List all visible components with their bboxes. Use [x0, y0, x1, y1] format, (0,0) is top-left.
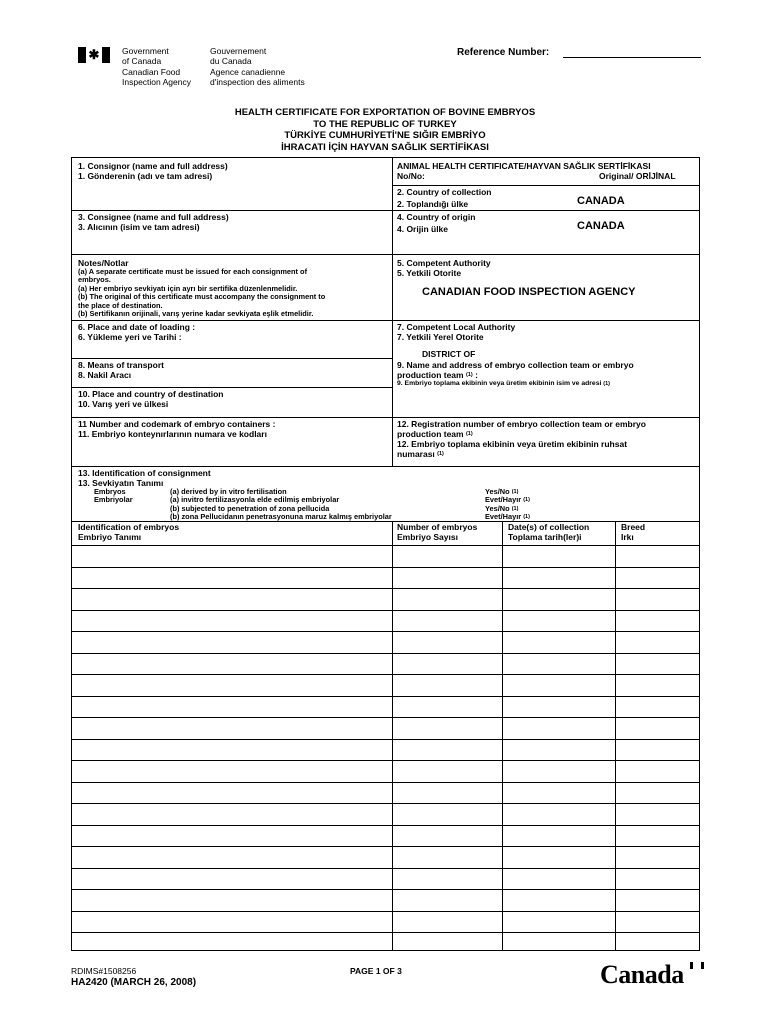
field-7-label: 7. Competent Local Authority 7. Yetkili Yerel Otorite [397, 322, 516, 342]
embryo-items: (a) derived by in vitro fertilisation (a) invitro fertilizasyonla elde edilmiş embriyolar (b) subjected to penetration of zona pellucida (b) zona Pellucidanın penetrasyonuna maruz kalmış embriyolar [170, 487, 392, 522]
table-row[interactable] [72, 911, 699, 912]
gov-name-fr: Gouvernement du Canada [210, 46, 267, 66]
notes-text: (a) A separate certificate must be issued for each consignment of embryos. (a) Her embriyo sevkiyatı için ayrı bir sertifika düzenlenmelidir. (b) The original of this certificate must accompany the consignment to the place of destination. (b) Sertifikanın orijinali, varış yerine kadar sevkiyata eşlik etmelidir. [78, 267, 326, 319]
table-row[interactable] [72, 825, 699, 826]
district-label: DISTRICT OF [422, 349, 476, 359]
th-number: Number of embryos Embriyo Sayısı [397, 522, 478, 542]
table-row[interactable] [72, 653, 699, 654]
gov-name-en: Government of Canada [122, 46, 169, 66]
loading-place-date-field[interactable] [72, 342, 392, 358]
table-row[interactable] [72, 782, 699, 783]
page-number: PAGE 1 OF 3 [350, 966, 402, 976]
competent-authority-value: CANADIAN FOOD INSPECTION AGENCY [422, 286, 636, 298]
original-label: Original/ ORİJİNAL [599, 171, 676, 181]
yes-no-options[interactable]: Yes/No $^{(1)}$ Evet/Hayır $^{(1)}$ Yes/No $^{(1)}$ Evet/Hayır $^{(1)}$ [485, 487, 530, 522]
canada-flag-icon [78, 47, 110, 63]
reference-number-field[interactable] [563, 57, 701, 58]
field-6-label: 6. Place and date of loading : 6. Yükleme yeri ve Tarihi : [78, 322, 196, 342]
field-1-label: 1. Consignor (name and full address) 1. Gönderenin (adı ve tam adresi) [78, 161, 228, 181]
field-3-label: 3. Consignee (name and full address) 3. Alıcının (isim ve tam adresi) [78, 212, 229, 232]
table-row[interactable] [72, 567, 699, 568]
table-row[interactable] [72, 631, 699, 632]
table-row[interactable] [72, 545, 699, 546]
canada-wordmark: Canada [600, 960, 684, 989]
certificate-form [71, 157, 700, 951]
consignee-field[interactable] [72, 233, 392, 254]
table-row[interactable] [72, 889, 699, 890]
form-number: HA2420 (MARCH 26, 2008) [71, 977, 197, 988]
table-row[interactable] [72, 610, 699, 611]
table-row[interactable] [72, 739, 699, 740]
field-9-turkish: 9. Embriyo toplama ekibinin veya üretim ekibinin isim ve adresi $^{(1)}$ [397, 380, 610, 387]
field-9-label: 9. Name and address of embryo collection team or embryo production team $^{(1)}$ : [397, 360, 634, 380]
table-row[interactable] [72, 588, 699, 589]
cert-no-label: No/No: [397, 171, 425, 181]
consignor-field[interactable] [72, 182, 392, 210]
field-8-label: 8. Means of transport 8. Nakil Aracı [78, 360, 164, 380]
table-row[interactable] [72, 846, 699, 847]
country-of-collection-value: CANADA [577, 195, 625, 207]
notes-heading: Notes/Notlar [78, 258, 129, 268]
field-11-label: 11 Number and codemark of embryo containers : 11. Embriyo konteynırlarının numara ve kodları [78, 419, 276, 439]
field-12-label: 12. Registration number of embryo collection team or embryo production team $^{(1)}$ 12. Embriyo toplama ekibinin veya üretim ekibinin ruhsat numarası $^{(1)}$ [397, 419, 646, 459]
embryos-label: Embryos Embriyolar [94, 487, 133, 505]
maple-leaf-icon: ✱ [88, 47, 100, 62]
table-row[interactable] [72, 868, 699, 869]
table-row[interactable] [72, 760, 699, 761]
agency-name-fr: Agence canadienne d'inspection des aliments [210, 67, 305, 87]
reference-number-label: Reference Number: [457, 47, 550, 58]
th-dates: Date(s) of collection Toplama tarih(ler)i [508, 522, 590, 542]
wordmark-flag-icon [690, 962, 704, 969]
country-of-origin-value: CANADA [577, 220, 625, 232]
field-13-label: 13. Identification of consignment 13. Sevkiyatın Tanımı [78, 468, 211, 488]
table-row[interactable] [72, 803, 699, 804]
rdims-number: RDIMS#1508256 [71, 966, 137, 976]
table-row[interactable] [72, 674, 699, 675]
cert-heading: ANIMAL HEALTH CERTIFICATE/HAYVAN SAĞLIK SERTİFİKASI [397, 161, 651, 171]
agency-name-en: Canadian Food Inspection Agency [122, 67, 191, 87]
document-title: HEALTH CERTIFICATE FOR EXPORTATION OF BOVINE EMBRYOS TO THE REPUBLIC OF TURKEY TÜRKİYE CUMHURİYETİ'NE SIĞIR EMBRİYO İHRACATI İÇİN HAYVAN SAĞLIK SERTİFİKASI [234, 107, 536, 153]
field-5-label: 5. Competent Authority 5. Yetkili Otorite [397, 258, 491, 278]
field-2-label: 2. Country of collection 2. Toplandığı ülke [397, 187, 492, 209]
table-row[interactable] [72, 932, 699, 933]
field-4-label: 4. Country of origin 4. Orijin ülke [397, 212, 476, 234]
th-breed: Breed Irkı [621, 522, 646, 542]
table-row[interactable] [72, 717, 699, 718]
table-row[interactable] [72, 696, 699, 697]
th-identification: Identification of embryos Embriyo Tanımı [78, 522, 180, 542]
field-10-label: 10. Place and country of destination 10. Varış yeri ve ülkesi [78, 389, 224, 409]
